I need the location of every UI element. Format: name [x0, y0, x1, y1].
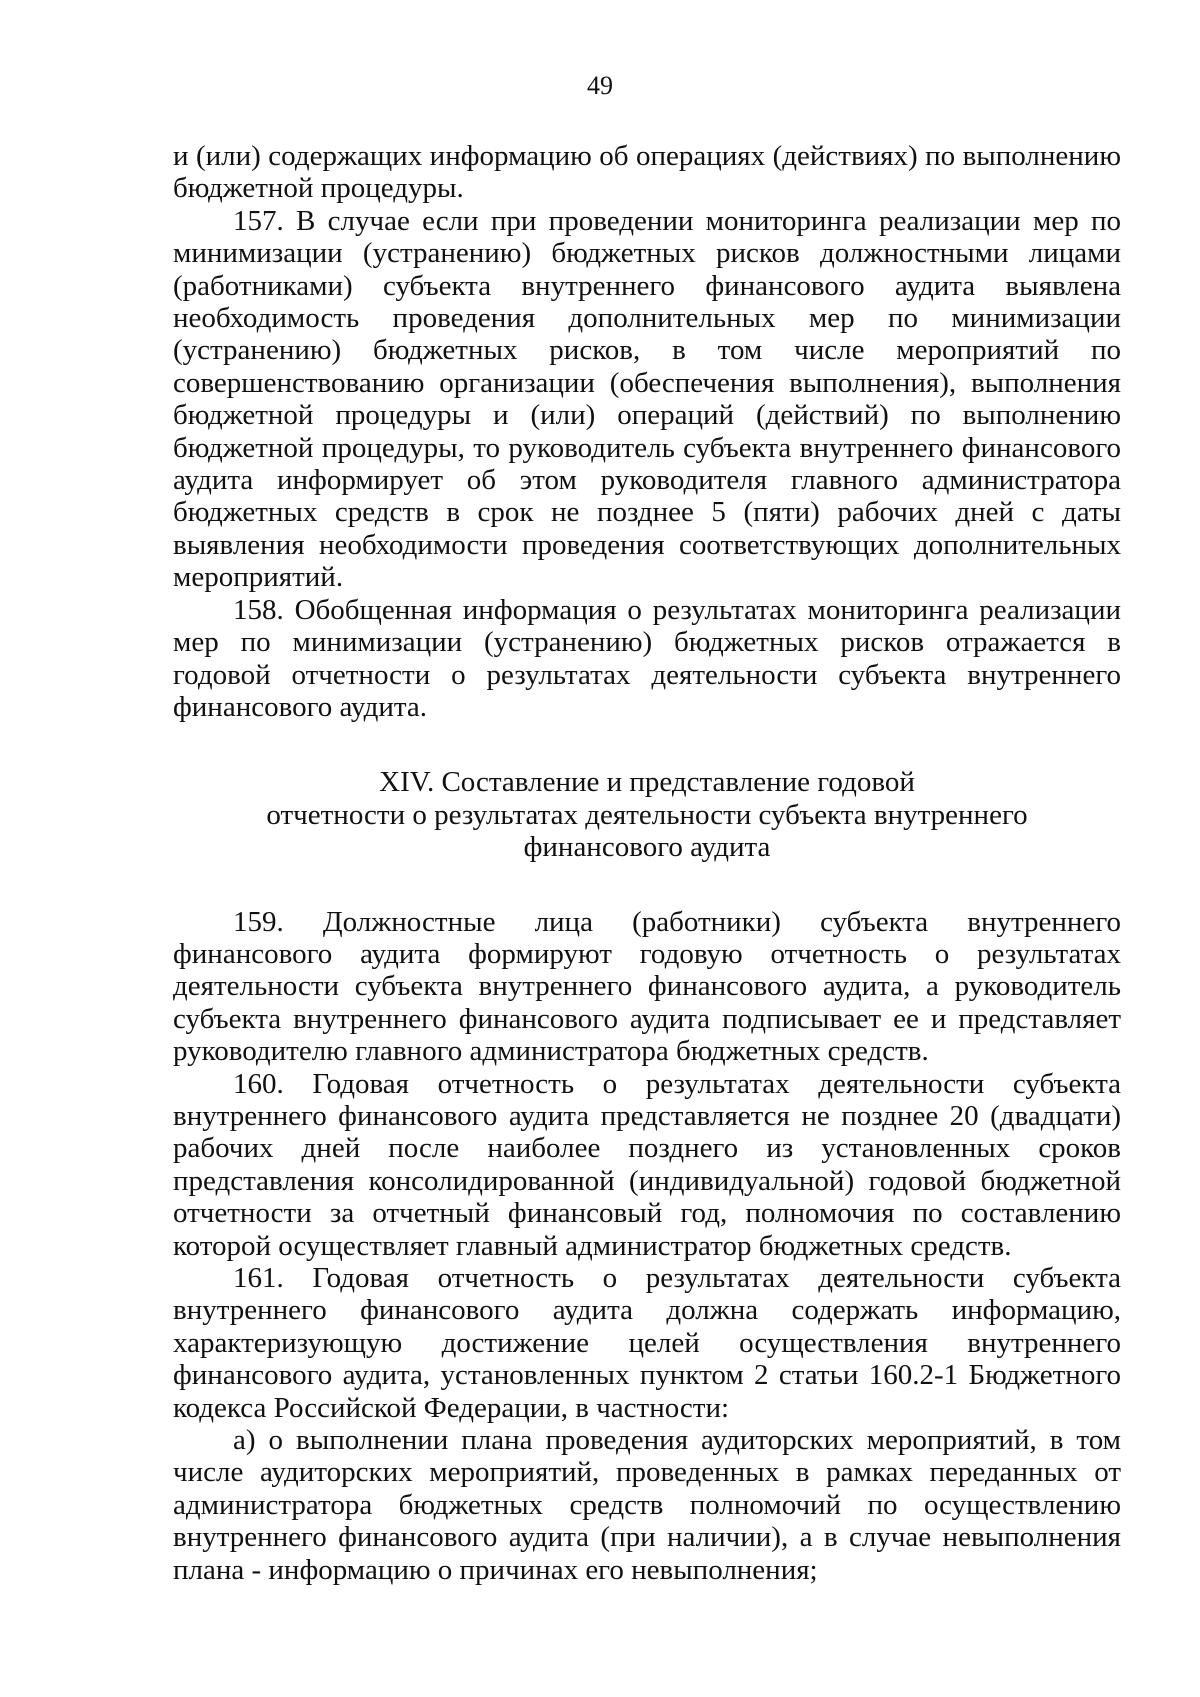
- paragraph-159: 159. Должностные лица (работники) субъекта внутреннего финансового аудита формируют годовую отчетность о результатах деятельности субъекта внутреннего финансового аудита, а руководитель субъекта внутреннего финансового аудита подписывает ее и представляет руководителю главного администратора бюджетных средств.: [173, 905, 1121, 1068]
- paragraph-158: 158. Обобщенная информация о результатах мониторинга реализации мер по минимизации (устранению) бюджетных рисков отражается в годовой отчетности о результатах деятельности субъекта внутреннего финансового аудита.: [173, 593, 1121, 723]
- section-heading-line: XIV. Составление и представление годовой: [379, 766, 915, 799]
- section-heading-line: отчетности о результатах деятельности субъекта внутреннего: [266, 798, 1028, 831]
- document-body: [173, 140, 1121, 1586]
- section-heading-line: финансового аудита: [523, 831, 771, 864]
- paragraph-160: 160. Годовая отчетность о результатах деятельности субъекта внутреннего финансового аудита представляется не позднее 20 (двадцати) рабочих дней после наиболее позднего из установленных сроков представления консолидированной (индивидуальной) годовой бюджетной отчетности за отчетный финансовый год, полномочия по составлению которой осуществляет главный администратор бюджетных средств.: [173, 1067, 1121, 1262]
- paragraph-157: 157. В случае если при проведении мониторинга реализации мер по минимизации (устранению) бюджетных рисков должностными лицами (работниками) субъекта внутреннего финансового аудита выявлена необходимость проведения дополнительных мер по минимизации (устранению) бюджетных рисков, в том числе мероприятий по совершенствованию организации (обеспечения выполнения), выполнения бюджетной процедуры и (или) операций (действий) по выполнению бюджетной процедуры, то руководитель субъекта внутреннего финансового аудита информирует об этом руководителя главного администратора бюджетных средств в срок не позднее 5 (пяти) рабочих дней с даты выявления необходимости проведения соответствующих дополнительных мероприятий.: [173, 204, 1121, 594]
- paragraph-161: 161. Годовая отчетность о результатах деятельности субъекта внутреннего финансового аудита должна содержать информацию, характеризующую достижение целей осуществления внутреннего финансового аудита, установленных пунктом 2 статьи 160.2-1 Бюджетного кодекса Российской Федерации, в частности:: [173, 1262, 1121, 1424]
- paragraph-continuation: и (или) содержащих информацию об операциях (действиях) по выполнению бюджетной процедуры.: [173, 140, 1121, 205]
- paragraph-161-a: а) о выполнении плана проведения аудиторских мероприятий, в том числе аудиторских мероприятий, проведенных в рамках переданных от администратора бюджетных средств полномочий по осуществлению внутреннего финансового аудита (при наличии), а в случае невыполнения плана - информацию о причинах его невыполнения;: [173, 1424, 1121, 1586]
- section-heading: [173, 766, 1121, 863]
- page-number: 49: [587, 71, 613, 100]
